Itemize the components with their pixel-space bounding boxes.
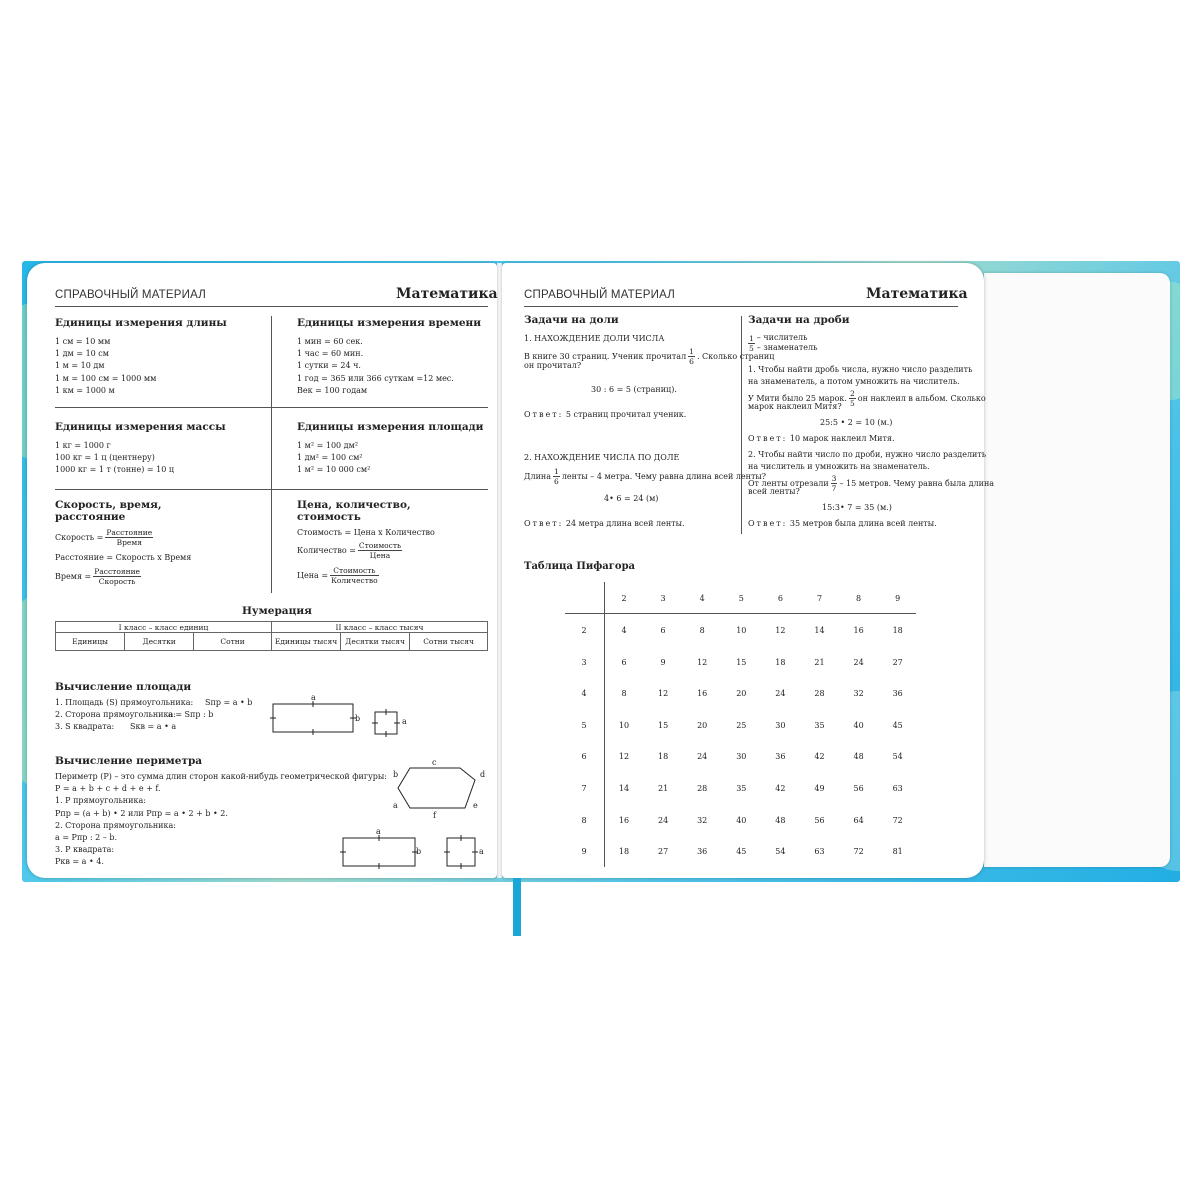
shares-equation-2: 4• 6 = 24 (м)	[604, 494, 659, 503]
list-item: 1 кг = 1000 г	[55, 441, 111, 450]
list-item: 1 м² = 100 дм²	[297, 441, 359, 450]
row-header: 8	[581, 815, 587, 825]
row-header: 6	[581, 752, 587, 762]
price-title-line: Цена, количество,	[297, 499, 411, 511]
fraction-numerator: Расстояние	[106, 528, 153, 537]
list-item: 1. P прямоугольника:	[55, 796, 146, 806]
column-header: 6	[777, 594, 783, 603]
table-cell: 48	[853, 752, 864, 762]
row-header: 5	[581, 720, 587, 730]
table-cell: 12	[775, 626, 786, 635]
problem-text: В книге 30 страниц. Ученик прочитал	[524, 351, 687, 361]
fraction-numerator: Стоимость	[330, 566, 379, 576]
table-cell: 49	[814, 784, 825, 793]
table-cell: 36	[892, 689, 903, 699]
column-header: 8	[856, 594, 862, 603]
problem-text: всей ленты?	[748, 487, 800, 496]
answer-label: Ответ:	[524, 519, 564, 528]
fraction-denominator: Цена	[369, 551, 391, 560]
mass-units-title: Единицы измерения массы	[55, 421, 226, 433]
rule-line: на знаменатель, а потом умножить на числитель.	[748, 377, 960, 387]
shares-title: Задачи на доли	[524, 314, 619, 326]
table-cell: Единицы тысяч	[271, 633, 340, 651]
distance-formula: Расстояние = Скорость х Время	[55, 553, 192, 562]
rule-line: 2. Чтобы найти число по дроби, нужно число разделить	[748, 450, 987, 459]
table-cell: 42	[775, 784, 786, 793]
side-label-a: a	[311, 693, 316, 702]
table-cell: II класс – класс тысяч	[271, 622, 487, 633]
formula-lhs: Цена =	[297, 570, 329, 580]
column-header: 3	[660, 594, 666, 603]
table-cell: 24	[775, 689, 786, 699]
table-cell: 27	[658, 847, 669, 857]
problem-text: марок наклеил Митя?	[748, 402, 842, 411]
table-cell: 63	[814, 847, 825, 857]
table-cell: Сотни тысяч	[410, 633, 488, 651]
table-cell: 42	[814, 752, 825, 762]
table-cell: 72	[892, 815, 903, 825]
list-item: 1 км = 1000 м	[55, 385, 115, 395]
answer-label: Ответ:	[524, 410, 564, 419]
list-item: 3. P квадрата:	[55, 845, 115, 855]
table-cell: 45	[892, 720, 903, 730]
square-side-label-a: a	[479, 847, 484, 856]
fraction-denominator: 7	[831, 484, 837, 493]
table-cell: 14	[814, 626, 825, 635]
table-cell: 40	[853, 720, 864, 730]
price-title-line: стоимость	[297, 511, 361, 523]
row-header: 3	[581, 657, 587, 667]
row-header: 4	[581, 689, 587, 699]
table-cell: 81	[892, 847, 903, 857]
rule-line: 1. Чтобы найти дробь числа, нужно число разделить	[748, 365, 973, 374]
table-cell: 4	[621, 626, 627, 635]
table-cell: 54	[892, 752, 903, 762]
list-item: 1 год = 365 или 366 суткам =12 мес.	[297, 373, 454, 383]
table-cell: Единицы	[56, 633, 125, 651]
rule-line: на числитель и умножить на знаменатель.	[748, 462, 930, 472]
table-cell: 14	[618, 784, 630, 793]
formula-lhs: Время =	[55, 571, 92, 581]
hexagon-label-e: e	[473, 801, 478, 810]
problem-text: ленты – 4 метра. Чему равна длина всей ленты?	[561, 471, 767, 481]
table-cell: 36	[775, 752, 786, 762]
area-calc-title: Вычисление площади	[55, 681, 192, 693]
speed-title-line: Скорость, время,	[55, 499, 162, 511]
table-cell: Десятки тысяч	[341, 633, 410, 651]
table-cell: 18	[892, 626, 903, 635]
table-cell: 12	[658, 689, 669, 699]
fraction-numerator: 1	[689, 347, 694, 356]
list-item: P = a + b + c + d + e + f.	[55, 784, 161, 794]
formula-lhs: Количество =	[297, 545, 356, 555]
table-cell: 63	[892, 784, 903, 793]
answer-text: 5 страниц прочитал ученик.	[565, 410, 687, 419]
area-formula-1: 1. Площадь (S) прямоугольника:	[55, 698, 194, 707]
side-label-a: a	[376, 827, 381, 836]
list-item: Pкв = a • 4.	[55, 857, 104, 867]
area-formula-2: 2. Сторона прямоугольника:	[55, 710, 176, 719]
table-cell: 32	[853, 689, 864, 699]
area-formula-3-expr: Sкв = a • a	[130, 722, 177, 731]
formula-lhs: Скорость =	[55, 532, 104, 542]
table-cell: 10	[618, 720, 630, 730]
table-cell: 15	[658, 720, 669, 730]
answer-text: 24 метра длина всей ленты.	[565, 519, 685, 528]
table-cell: 21	[658, 784, 669, 793]
problem-text: . Сколько страниц	[696, 351, 775, 361]
list-item: 2. Сторона прямоугольника:	[55, 820, 176, 830]
table-cell: 20	[697, 720, 708, 730]
table-cell: 36	[697, 847, 708, 857]
numerator-text: – числитель	[756, 333, 808, 342]
table-cell: 8	[621, 689, 627, 699]
fractions-equation-2: 15:3• 7 = 35 (м.)	[822, 503, 892, 512]
speed-title-line: расстояние	[55, 511, 126, 523]
table-cell: 18	[618, 847, 630, 857]
section-label: СПРАВОЧНЫЙ МАТЕРИАЛ	[524, 289, 675, 301]
table-cell: 20	[736, 689, 747, 699]
table-cell: 16	[618, 815, 630, 825]
hexagon-label-f: f	[433, 811, 436, 820]
table-cell: 16	[697, 689, 708, 699]
area-units-title: Единицы измерения площади	[297, 421, 484, 433]
area-formula-1-expr: Sпр = a • b	[205, 698, 253, 707]
denominator-text: – знаменатель	[756, 343, 818, 352]
column-header: 5	[738, 594, 744, 603]
pythagoras-title: Таблица Пифагора	[524, 561, 636, 572]
problem-text: Длина	[524, 471, 552, 481]
list-item: Век = 100 годам	[297, 385, 368, 395]
side-label-b: b	[416, 847, 422, 856]
time-units-title: Единицы измерения времени	[297, 317, 481, 329]
fractions-title: Задачи на дроби	[748, 314, 850, 326]
answer-text: 10 марок наклеил Митя.	[789, 434, 895, 443]
table-cell: 24	[697, 752, 708, 762]
table-cell: 12	[697, 657, 708, 667]
perimeter-title: Вычисление периметра	[55, 755, 203, 767]
column-header: 7	[816, 594, 823, 603]
table-cell: 56	[814, 815, 825, 825]
fraction-denominator: 6	[689, 357, 694, 366]
fraction-numerator: 1	[749, 333, 754, 343]
fraction-numerator: Стоимость	[358, 541, 402, 550]
area-formula-3: 3. S квадрата:	[55, 722, 115, 731]
table-cell: 21	[814, 657, 825, 667]
table-cell: 18	[775, 657, 786, 667]
fraction-numerator: 2	[849, 389, 855, 398]
fraction-numerator: 3	[831, 474, 837, 483]
row-header: 9	[581, 847, 587, 857]
table-cell: I класс – класс единиц	[56, 622, 272, 633]
table-cell: 72	[853, 847, 864, 857]
table-cell: Сотни	[194, 633, 272, 651]
fraction-denominator: Время	[116, 538, 142, 547]
answer-text: 35 метров была длина всей ленты.	[789, 519, 937, 528]
list-item: 1 сутки = 24 ч.	[297, 361, 361, 371]
column-header: 9	[895, 594, 901, 603]
table-cell: 30	[736, 752, 747, 762]
table-cell: 40	[736, 815, 747, 825]
problem-text: От ленты отрезали	[748, 478, 829, 488]
list-item: Периметр (P) – это сумма длин сторон какой-нибудь геометрической фигуры:	[55, 772, 387, 781]
table-cell: 12	[618, 752, 630, 762]
table-cell: 48	[775, 815, 786, 825]
fraction-numerator: 1	[554, 467, 559, 476]
shares-section-2-title: 2. НАХОЖДЕНИЕ ЧИСЛА ПО ДОЛЕ	[524, 453, 680, 462]
list-item: 1 см = 10 мм	[55, 337, 111, 346]
table-cell: 35	[814, 720, 825, 730]
table-cell: 30	[775, 720, 786, 730]
table-cell: 32	[697, 815, 708, 825]
list-item: 1000 кг = 1 т (тонне) = 10 ц	[55, 465, 175, 475]
hexagon-label-b: b	[393, 770, 399, 779]
table-cell: 24	[658, 815, 669, 825]
problem-text: он наклеил в альбом. Сколько	[857, 393, 986, 403]
row-header: 2	[581, 626, 587, 635]
problem-text: У Мити было 25 марок.	[748, 393, 847, 403]
table-cell: 28	[697, 784, 708, 793]
table-cell: 54	[775, 847, 786, 857]
row-header: 7	[581, 784, 587, 793]
table-cell: 64	[853, 815, 864, 825]
table-cell: 56	[853, 784, 864, 793]
table-cell: 18	[658, 752, 669, 762]
shares-section-1-title: 1. НАХОЖДЕНИЕ ДОЛИ ЧИСЛА	[524, 334, 665, 343]
fraction-denominator: Скорость	[98, 577, 136, 586]
list-item: 1 мин = 60 сек.	[297, 337, 363, 346]
numeration-title: Нумерация	[242, 605, 312, 617]
subject-title: Математика	[866, 286, 968, 302]
subject-title: Математика	[396, 286, 498, 302]
list-item: 1 м = 100 см = 1000 мм	[55, 373, 157, 383]
list-item: 1 час = 60 мин.	[297, 349, 364, 359]
fraction-denominator: Количество	[331, 576, 378, 585]
table-cell: 6	[660, 626, 666, 635]
table-cell: 45	[736, 847, 747, 857]
fraction-numerator: Расстояние	[94, 567, 141, 576]
column-header: 4	[699, 594, 705, 603]
area-formula-2-expr: a = Sпр : b	[168, 710, 214, 719]
square-side-label-a: a	[402, 717, 407, 726]
problem-text: – 15 метров. Чему равна была длина	[839, 478, 995, 488]
answer-label: Ответ:	[748, 434, 788, 443]
side-label-b: b	[355, 714, 361, 723]
table-cell: 35	[736, 784, 747, 793]
table-cell: 25	[736, 720, 747, 730]
shares-equation-1: 30 : 6 = 5 (страниц).	[591, 385, 677, 394]
fraction-denominator: 6	[554, 477, 559, 486]
answer-label: Ответ:	[748, 519, 788, 528]
table-cell: 28	[814, 689, 825, 699]
fraction-denominator: 5	[849, 399, 855, 408]
column-header: 2	[621, 594, 627, 603]
table-cell: Десятки	[125, 633, 194, 651]
list-item: 1 дм² = 100 см²	[297, 453, 363, 463]
length-units-title: Единицы измерения длины	[55, 317, 227, 329]
list-item: Pпр = (a + b) • 2 или Pпр = a • 2 + b • 2.	[55, 808, 228, 818]
list-item: 1 м² = 10 000 см²	[297, 465, 371, 475]
table-cell: 10	[736, 626, 747, 635]
section-label: СПРАВОЧНЫЙ МАТЕРИАЛ	[55, 289, 206, 301]
list-item: 100 кг = 1 ц (центнеру)	[55, 453, 155, 463]
list-item: 1 дм = 10 см	[55, 349, 109, 359]
table-cell: 8	[699, 626, 705, 635]
cost-formula: Стоимость = Цена х Количество	[297, 528, 435, 537]
list-item: a = Pпр : 2 – b.	[55, 833, 118, 843]
table-cell: 27	[892, 657, 903, 667]
table-cell: 24	[853, 657, 864, 667]
hexagon-label-a: a	[393, 801, 398, 810]
table-cell: 9	[660, 657, 666, 667]
fraction-denominator: 5	[749, 343, 754, 353]
table-cell: 6	[621, 657, 627, 667]
hexagon-label-d: d	[480, 770, 486, 779]
list-item: 1 м = 10 дм	[55, 361, 105, 371]
hexagon-label-c: c	[432, 758, 437, 767]
fractions-equation-1: 25:5 • 2 = 10 (м.)	[820, 418, 893, 427]
problem-text: он прочитал?	[524, 361, 582, 370]
table-cell: 16	[853, 626, 864, 635]
table-cell: 15	[736, 657, 747, 667]
